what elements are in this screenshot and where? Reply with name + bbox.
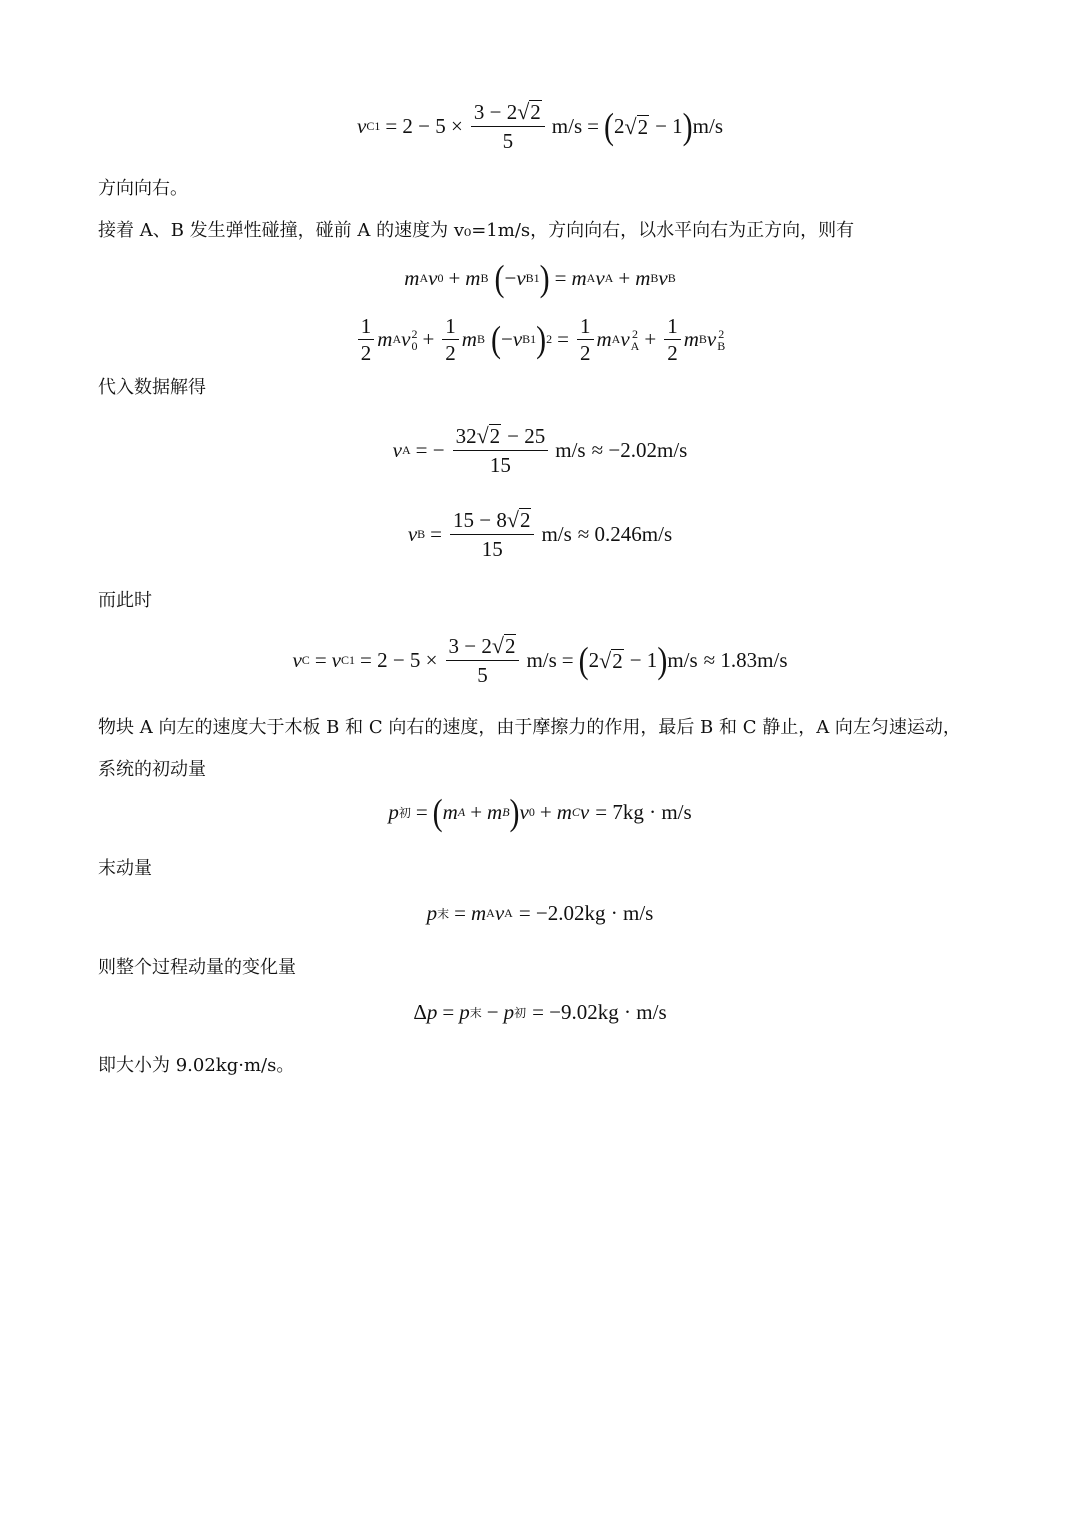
paragraph-conclusion: 即大小为 9.02kg·m/s。 <box>98 1055 295 1076</box>
paragraph-analysis-line1: 物块 A 向左的速度大于木板 B 和 C 向右的速度，由于摩擦力的作用，最后 B 和 C 静止，A 向左匀速运动， <box>98 717 961 738</box>
paragraph-at-this-moment: 而此时 <box>98 590 152 611</box>
paragraph-direction: 方向向右。 <box>98 178 188 199</box>
paragraph-final-momentum: 末动量 <box>98 858 152 879</box>
equation-vc: v C = v C1 = 2 − 5 × 3 − 2 √ 2 5 m/s = ( 2 √ 2 − 1 ) m/s ≈ 1.83m/s <box>292 633 788 687</box>
paragraph-collision-intro: 接着 A、B 发生弹性碰撞，碰前 A 的速度为 v₀=1m/s，方向向右，以水平向右为正方向，则有 <box>98 220 855 241</box>
equation-p-initial: p 初 = ( m A + m B ) v 0 + m C v = 7kg · m/s <box>388 791 692 833</box>
paragraph-substitute: 代入数据解得 <box>98 377 206 398</box>
equation-va: v A = − 32 √ 2 − 25 15 m/s ≈ −2.02m/s <box>392 423 688 477</box>
paragraph-momentum-change: 则整个过程动量的变化量 <box>98 957 296 978</box>
equation-p-final: p 末 = m A v A = −2.02kg · m/s <box>426 901 654 925</box>
equation-delta-p: Δ p = p 末 − p 初 = −9.02kg · m/s <box>413 1000 667 1024</box>
equation-vc1: v C1 = 2 − 5 × 3 − 2 √ 2 5 m/s = ( 2 √ 2 − 1 ) m/s <box>357 99 723 153</box>
equation-energy-conservation: $\frac{1}{2}$ m A v 2 0 + $\frac{1}{2}$ m B ( − v B1 ) 2 = $\frac{1}{2}$ m A v 2 A + $\frac{1}{2}$ m B v 2 B <box>0 314 1080 364</box>
fraction: 3 − 2 √ 2 5 <box>471 100 545 153</box>
equation-momentum-conservation: m A v 0 + m B ( − v B1 ) = m A v A + m B v B <box>404 257 676 299</box>
equation-vb: v B = 15 − 8 √ 2 15 m/s ≈ 0.246m/s <box>407 507 673 561</box>
paragraph-analysis-line2: 系统的初动量 <box>98 759 206 780</box>
